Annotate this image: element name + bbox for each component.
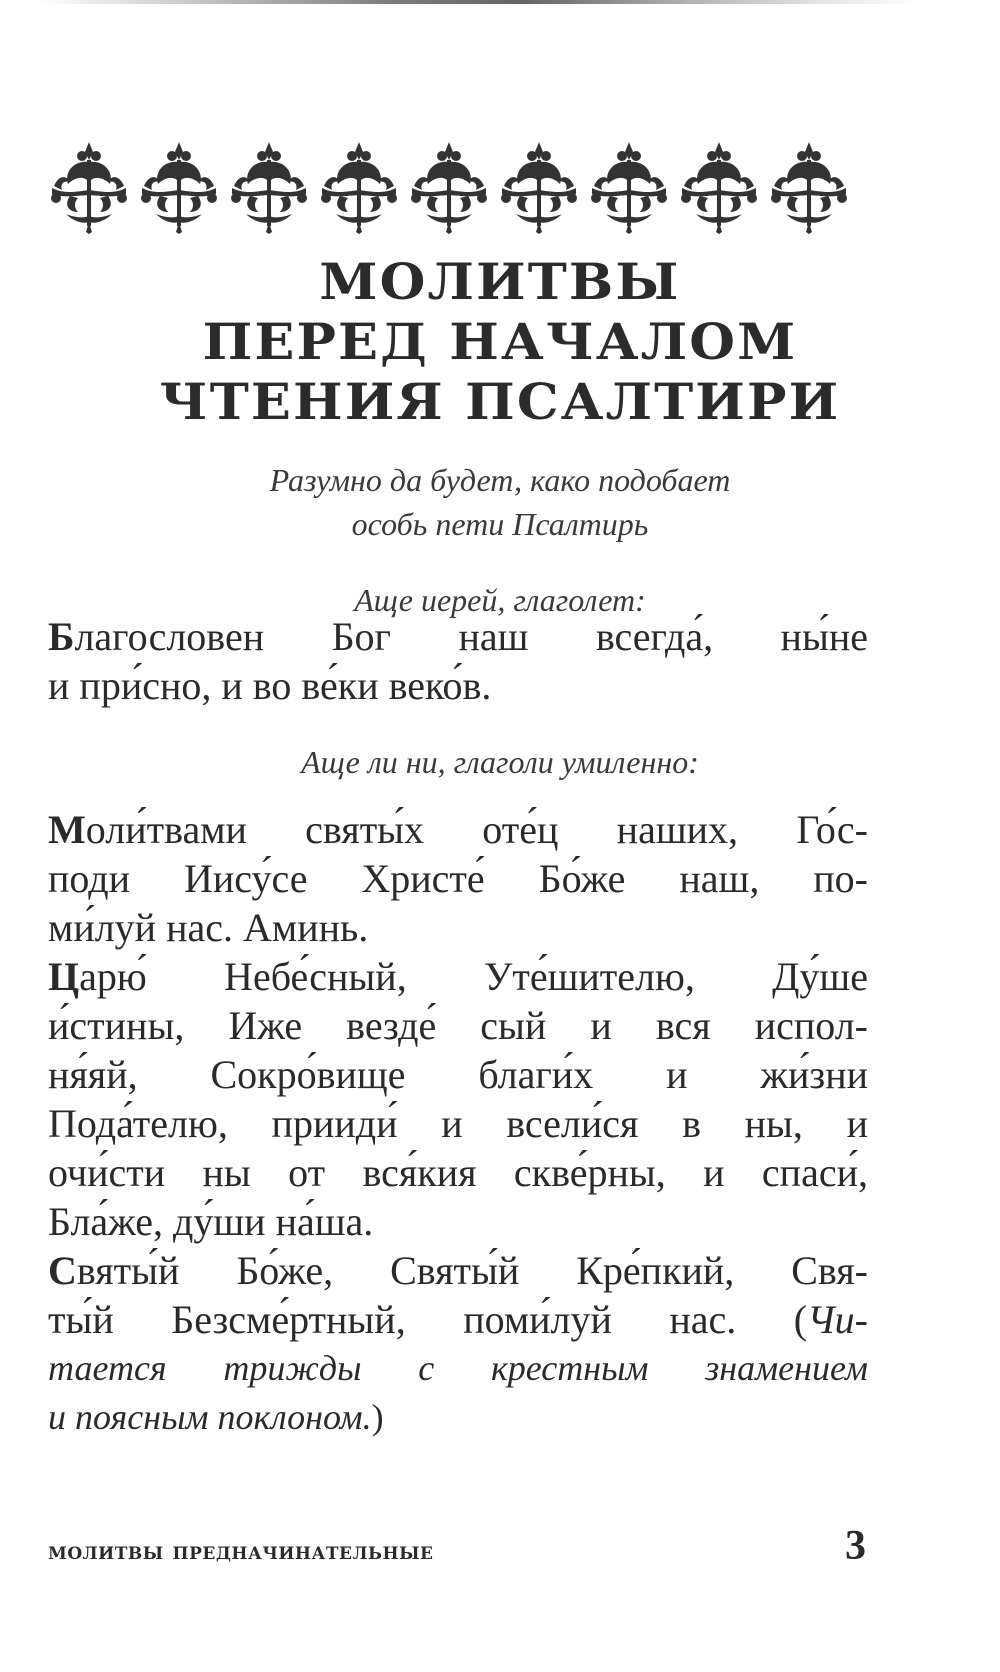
blessing-line-1: лагословен Бог наш всегда́, ны́не [74, 614, 868, 659]
scan-edge [40, 0, 920, 4]
prayer-line: оли́твами святы́х оте́ц наших, Го́с- [85, 807, 868, 852]
rubric-inline: тается трижды с крестным знамением [48, 1348, 868, 1388]
prayer-1 [48, 805, 868, 952]
page-title [0, 252, 1000, 432]
initial-letter: С [48, 1248, 77, 1293]
title-line-2: ПЕРЕД НАЧАЛОМ [202, 312, 798, 371]
prayer-block [48, 805, 868, 1442]
prayer-line: и́стины, Иже везде́ сый и вся испол- [48, 1003, 868, 1048]
blessing-line-2: и при́сно, и во ве́ки веко́в. [48, 663, 492, 708]
rubric-inline: и поясным поклоном. [48, 1397, 372, 1437]
initial-letter: Ц [48, 954, 80, 999]
priest-rubric: Аще иерей, глаголет: [354, 582, 646, 618]
prayer-line: Бла́же, ду́ши на́ша. [48, 1199, 374, 1244]
prayer-line: ня́яй, Сокро́вище благи́х и жи́зни [48, 1052, 868, 1097]
initial-letter: М [48, 807, 86, 852]
prayer-line: поди Иису́се Христе́ Бо́же наш, по- [48, 856, 868, 901]
prayer-line: очи́сти ны от вся́кия скве́рны, и спаси́, [48, 1150, 868, 1195]
title-line-1: МОЛИТВЫ [319, 252, 681, 311]
intro-rubric-line-2: особь пети Псалтирь [351, 506, 649, 542]
blessing-text [48, 612, 868, 710]
title-line-3: ЧТЕНИЯ ПСАЛТИРИ [159, 372, 841, 431]
lay-rubric: Аще ли ни, глаголи умиленно: [301, 744, 699, 780]
prayer-line: ми́луй нас. Аминь. [48, 905, 369, 950]
page-number: 3 [845, 1523, 866, 1569]
intro-rubric [0, 458, 1000, 546]
prayer-line: арю́ Небе́сный, Уте́шителю, Ду́ше [79, 954, 868, 999]
closing-paren: ) [371, 1397, 384, 1437]
floral-ornament-icon [44, 138, 900, 234]
initial-letter: Б [48, 614, 75, 659]
prayer-line: вяты́й Бо́же, Святы́й Кре́пкий, Свя- [76, 1248, 868, 1293]
prayer-line: Пода́телю, прииди́ и всели́ся в ны, и [48, 1101, 868, 1146]
running-title: молитвы предначинательные [48, 1536, 434, 1565]
prayer-3 [48, 1246, 868, 1442]
rubric-inline: Чи- [807, 1297, 868, 1342]
prayer-2 [48, 952, 868, 1246]
intro-rubric-line-1: Разумно да будет, како подобает [269, 462, 731, 498]
prayer-line: ты́й Безсме́ртный, поми́луй нас. ( [48, 1297, 808, 1342]
